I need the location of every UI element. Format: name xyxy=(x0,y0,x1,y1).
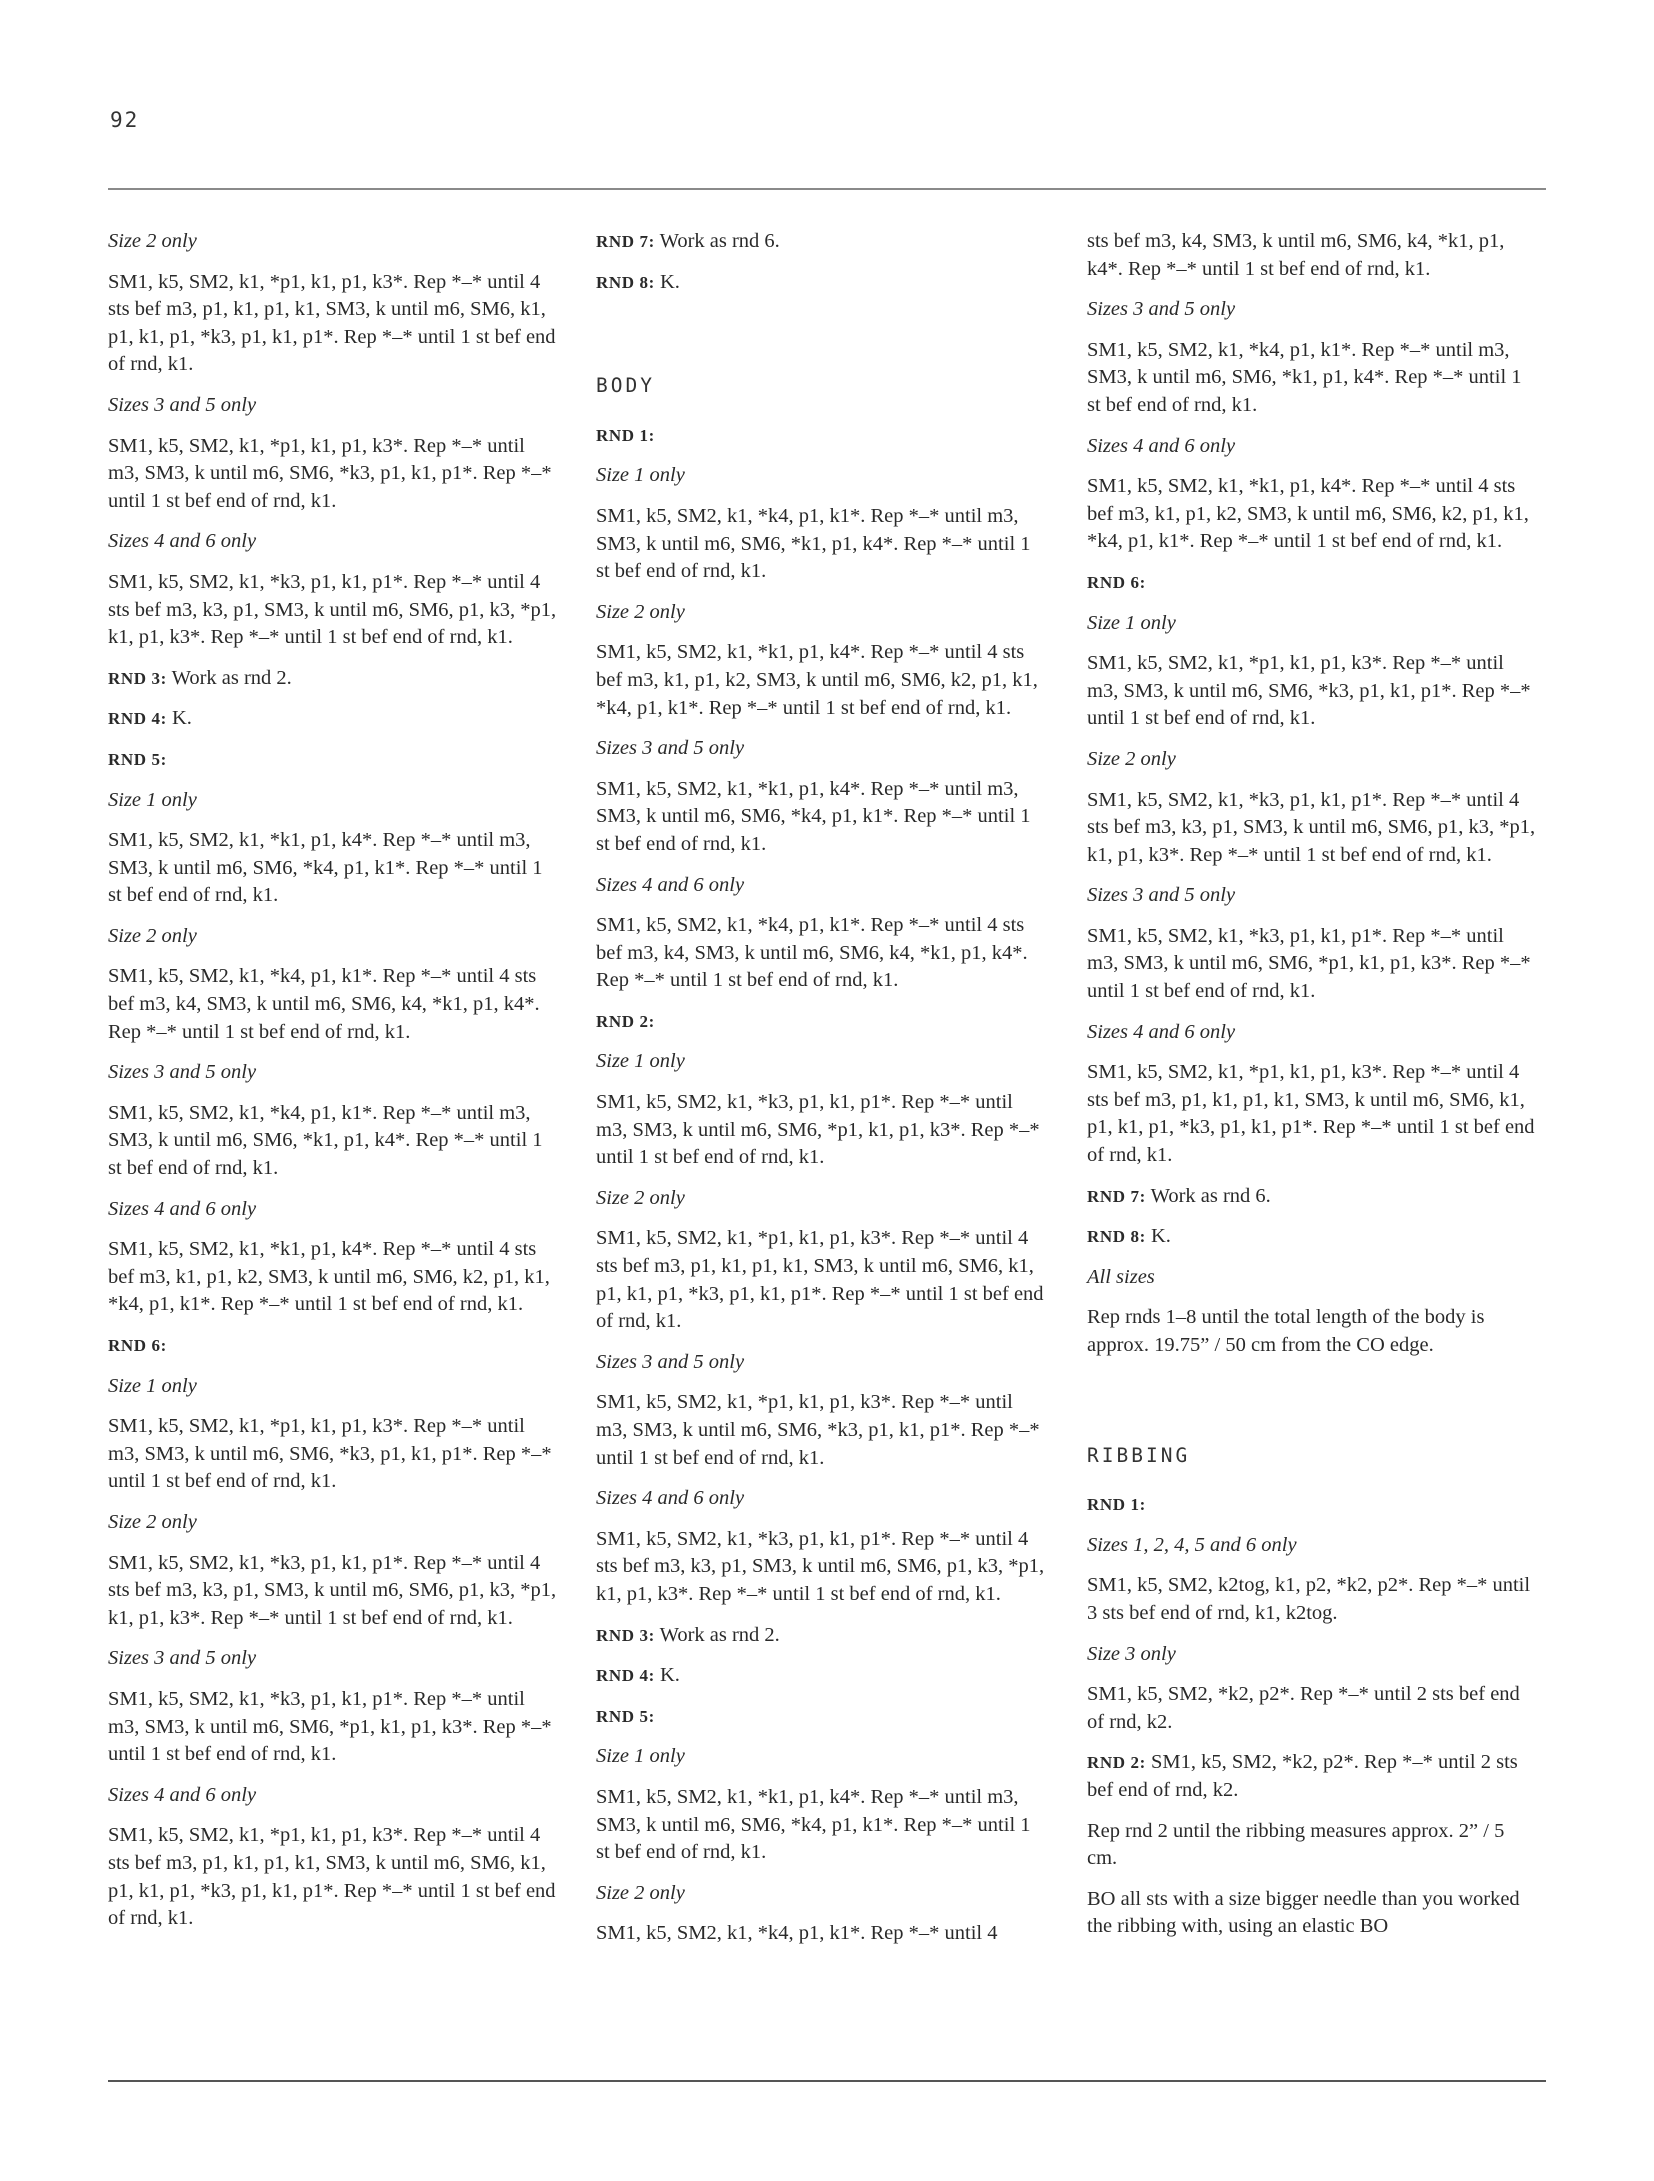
instruction-paragraph: SM1, k5, SM2, k1, *p1, k1, p1, k3*. Rep *–* until m3, SM3, k until m6, SM6, *k3, p1, k1, p1*. Rep *–* until 1 st bef end of rnd, k1. xyxy=(596,1391,1040,1469)
size-subheading: Sizes 4 and 6 only xyxy=(1087,1020,1236,1043)
round-label: RND 6: xyxy=(108,1336,167,1355)
instruction-paragraph: SM1, k5, SM2, k1, *k4, p1, k1*. Rep *–* until m3, SM3, k until m6, SM6, *k1, p1, k4*. Rep *–* until 1 st bef end of rnd, k1. xyxy=(1087,338,1522,416)
round-text: Work as rnd 2. xyxy=(659,1623,780,1646)
instruction-paragraph: SM1, k5, SM2, k1, *k4, p1, k1*. Rep *–* until 4 sts bef m3, k4, SM3, k until m6, SM6, k4, *k1, p1, k4*. Rep *–* until 1 st bef end of rnd, k1. xyxy=(108,965,540,1043)
round-text: SM1, k5, SM2, *k2, p2*. Rep *–* until 2 sts bef end of rnd, k2. xyxy=(1087,1751,1518,1801)
round-label: RND 7: xyxy=(1087,1186,1146,1206)
round-label: RND 3: xyxy=(596,1625,655,1645)
round-label: RND 4: xyxy=(108,709,167,729)
instruction-paragraph: SM1, k5, SM2, k1, *k4, p1, k1*. Rep *–* until m3, SM3, k until m6, SM6, *k1, p1, k4*. Rep *–* until 1 st bef end of rnd, k1. xyxy=(108,1101,543,1180)
size-subheading: Sizes 3 and 5 only xyxy=(1087,884,1236,907)
size-subheading: Sizes 3 and 5 only xyxy=(108,1061,257,1084)
instruction-paragraph: Rep rnd 2 until the ribbing measures approx. 2” / 5 cm. xyxy=(1087,1819,1505,1870)
size-subheading: Size 1 only xyxy=(596,1745,685,1768)
instruction-paragraph: SM1, k5, SM2, k1, *k3, p1, k1, p1*. Rep *–* until 4 sts bef m3, k3, p1, SM3, k until m6, SM6, p1, k3, *p1, k1, p1, k3*. Rep *–* until 1 st bef end of rnd, k1. xyxy=(596,1527,1045,1605)
footer-divider xyxy=(108,2080,1546,2082)
instruction-paragraph: SM1, k5, SM2, k1, *k1, p1, k4*. Rep *–* until m3, SM3, k until m6, SM6, *k4, p1, k1*. Rep *–* until 1 st bef end of rnd, k1. xyxy=(596,1785,1031,1864)
instruction-paragraph: SM1, k5, SM2, k1, *k1, p1, k4*. Rep *–* until m3, SM3, k until m6, SM6, *k4, p1, k1*. Rep *–* until 1 st bef end of rnd, k1. xyxy=(108,829,543,907)
section-heading: RIBBING xyxy=(1087,1443,1191,1467)
round-text: K. xyxy=(659,270,680,293)
round-label: RND 4: xyxy=(596,1666,655,1686)
round-instruction xyxy=(596,228,1048,256)
page-number: 92 xyxy=(110,108,140,132)
instruction-paragraph: SM1, k5, SM2, k1, *p1, k1, p1, k3*. Rep *–* until m3, SM3, k until m6, SM6, *k3, p1, k1, p1*. Rep *–* until 1 st bef end of rnd, k1. xyxy=(108,434,552,512)
size-subheading: Size 2 only xyxy=(108,924,197,947)
round-label: RND 1: xyxy=(596,425,655,445)
round-instruction xyxy=(596,1662,1048,1690)
size-subheading: Sizes 3 and 5 only xyxy=(1087,298,1236,321)
round-label: RND 7: xyxy=(596,232,655,251)
round-instruction xyxy=(596,1622,1048,1650)
instruction-paragraph: SM1, k5, SM2, k1, *k3, p1, k1, p1*. Rep *–* until 4 sts bef m3, k3, p1, SM3, k until m6, SM6, p1, k3, *p1, k1, p1, k3*. Rep *–* until 1 st bef end of rnd, k1. xyxy=(1087,788,1536,866)
size-subheading: All sizes xyxy=(1087,1265,1155,1288)
round-instruction xyxy=(1087,1491,1539,1519)
size-subheading: Sizes 4 and 6 only xyxy=(108,1197,257,1220)
size-subheading: Size 1 only xyxy=(596,464,685,487)
size-subheading: Size 3 only xyxy=(1087,1642,1176,1665)
size-subheading: Sizes 3 and 5 only xyxy=(596,1350,745,1373)
instruction-paragraph: SM1, k5, SM2, k1, *k3, p1, k1, p1*. Rep *–* until 4 sts bef m3, k3, p1, SM3, k until m6, SM6, p1, k3, *p1, k1, p1, k3*. Rep *–* until 1 st bef end of rnd, k1. xyxy=(108,570,557,649)
instruction-paragraph: BO all sts with a size bigger needle than you worked the ribbing with, using an elastic BO xyxy=(1087,1887,1520,1938)
round-label: RND 2: xyxy=(1087,1753,1146,1773)
round-instruction xyxy=(596,422,1048,450)
instruction-paragraph: Rep rnds 1–8 until the total length of the body is approx. 19.75” / 50 cm from the CO edge. xyxy=(1087,1306,1485,1356)
instruction-paragraph: SM1, k5, SM2, k1, *k3, p1, k1, p1*. Rep *–* until m3, SM3, k until m6, SM6, *p1, k1, p1, k3*. Rep *–* until 1 st bef end of rnd, k1. xyxy=(108,1687,552,1766)
instruction-paragraph: SM1, k5, SM2, k1, *k3, p1, k1, p1*. Rep *–* until m3, SM3, k until m6, SM6, *p1, k1, p1, k3*. Rep *–* until 1 st bef end of rnd, k1. xyxy=(596,1091,1040,1169)
size-subheading: Size 1 only xyxy=(1087,611,1176,634)
round-text: K. xyxy=(171,707,192,730)
round-instruction xyxy=(108,705,560,733)
round-text: K. xyxy=(1150,1225,1171,1248)
size-subheading: Size 2 only xyxy=(108,1510,197,1533)
column-1 xyxy=(108,228,560,1946)
round-label: RND 6: xyxy=(1087,572,1146,592)
instruction-paragraph: SM1, k5, SM2, k1, *k3, p1, k1, p1*. Rep *–* until m3, SM3, k until m6, SM6, *p1, k1, p1, k3*. Rep *–* until 1 st bef end of rnd, k1. xyxy=(1087,924,1531,1003)
instruction-paragraph: SM1, k5, SM2, k1, *p1, k1, p1, k3*. Rep *–* until m3, SM3, k until m6, SM6, *k3, p1, k1, p1*. Rep *–* until 1 st bef end of rnd, k1. xyxy=(1087,652,1531,730)
instruction-paragraph: SM1, k5, SM2, k1, *p1, k1, p1, k3*. Rep *–* until m3, SM3, k until m6, SM6, *k3, p1, k1, p1*. Rep *–* until 1 st bef end of rnd, k1. xyxy=(108,1415,552,1493)
size-subheading: Sizes 3 and 5 only xyxy=(108,393,257,416)
round-text: K. xyxy=(659,1664,680,1687)
round-label: RND 5: xyxy=(596,1706,655,1726)
round-instruction xyxy=(596,1703,1048,1731)
round-instruction xyxy=(596,1008,1048,1036)
size-subheading: Size 1 only xyxy=(108,1374,197,1397)
size-subheading: Sizes 4 and 6 only xyxy=(108,1783,257,1806)
instruction-paragraph: sts bef m3, k4, SM3, k until m6, SM6, k4, *k1, p1, k4*. Rep *–* until 1 st bef end of rnd, k1. xyxy=(1087,230,1505,280)
size-subheading: Size 2 only xyxy=(108,230,197,252)
size-subheading: Size 1 only xyxy=(596,1050,685,1073)
size-subheading: Sizes 4 and 6 only xyxy=(108,530,257,553)
header-divider xyxy=(108,188,1546,190)
instruction-paragraph: SM1, k5, SM2, k1, *k1, p1, k4*. Rep *–* until 4 sts bef m3, k1, p1, k2, SM3, k until m6, SM6, k2, p1, k1, *k4, p1, k1*. Rep *–* until 1 st bef end of rnd, k1. xyxy=(596,641,1038,719)
round-text: Work as rnd 6. xyxy=(659,230,780,252)
instruction-paragraph: SM1, k5, SM2, k1, *p1, k1, p1, k3*. Rep *–* until 4 sts bef m3, p1, k1, p1, k1, SM3, k until m6, SM6, k1, p1, k1, p1, *k3, p1, k1, p1*. Rep *–* until 1 st bef end of rnd, k1. xyxy=(108,270,556,376)
instruction-paragraph: SM1, k5, SM2, k1, *k4, p1, k1*. Rep *–* until 4 xyxy=(596,1922,998,1945)
instruction-paragraph: SM1, k5, SM2, k2tog, k1, p2, *k2, p2*. Rep *–* until 3 sts bef end of rnd, k1, k2tog. xyxy=(1087,1574,1531,1624)
size-subheading: Size 1 only xyxy=(108,788,197,811)
round-instruction xyxy=(108,665,560,693)
round-label: RND 2: xyxy=(596,1011,655,1031)
round-label: RND 1: xyxy=(1087,1495,1146,1515)
round-text: Work as rnd 6. xyxy=(1150,1184,1271,1207)
size-subheading: Sizes 3 and 5 only xyxy=(108,1647,257,1670)
round-label: RND 3: xyxy=(108,668,167,688)
round-instruction xyxy=(1087,569,1539,597)
column-3 xyxy=(1087,228,1539,1954)
round-instruction xyxy=(596,269,1048,297)
round-label: RND 5: xyxy=(108,749,167,769)
section-heading: BODY xyxy=(596,374,655,398)
size-subheading: Sizes 1, 2, 4, 5 and 6 only xyxy=(1087,1533,1297,1556)
instruction-paragraph: SM1, k5, SM2, *k2, p2*. Rep *–* until 2 sts bef end of rnd, k2. xyxy=(1087,1683,1520,1733)
column-2 xyxy=(596,228,1048,1961)
instruction-paragraph: SM1, k5, SM2, k1, *k1, p1, k4*. Rep *–* until 4 sts bef m3, k1, p1, k2, SM3, k until m6, SM6, k2, p1, k1, *k4, p1, k1*. Rep *–* until 1 st bef end of rnd, k1. xyxy=(1087,475,1529,553)
round-instruction xyxy=(1087,1183,1539,1211)
size-subheading: Size 2 only xyxy=(1087,747,1176,770)
round-instruction xyxy=(108,1332,560,1360)
instruction-paragraph: SM1, k5, SM2, k1, *p1, k1, p1, k3*. Rep *–* until 4 sts bef m3, p1, k1, p1, k1, SM3, k until m6, SM6, k1, p1, k1, p1, *k3, p1, k1, p1*. Rep *–* until 1 st bef end of rnd, k1. xyxy=(1087,1061,1535,1167)
size-subheading: Sizes 3 and 5 only xyxy=(596,737,745,760)
instruction-paragraph: SM1, k5, SM2, k1, *k3, p1, k1, p1*. Rep *–* until 4 sts bef m3, k3, p1, SM3, k until m6, SM6, p1, k3, *p1, k1, p1, k3*. Rep *–* until 1 st bef end of rnd, k1. xyxy=(108,1551,557,1629)
round-instruction xyxy=(108,746,560,774)
instruction-paragraph: SM1, k5, SM2, k1, *p1, k1, p1, k3*. Rep *–* until 4 sts bef m3, p1, k1, p1, k1, SM3, k until m6, SM6, k1, p1, k1, p1, *k3, p1, k1, p1*. Rep *–* until 1 st bef end of rnd, k1. xyxy=(108,1824,556,1930)
instruction-paragraph: SM1, k5, SM2, k1, *k4, p1, k1*. Rep *–* until 4 sts bef m3, k4, SM3, k until m6, SM6, k4, *k1, p1, k4*. Rep *–* until 1 st bef end of rnd, k1. xyxy=(596,914,1028,992)
size-subheading: Size 2 only xyxy=(596,600,685,623)
round-text: Work as rnd 2. xyxy=(171,666,292,689)
round-label: RND 8: xyxy=(1087,1227,1146,1247)
round-label: RND 8: xyxy=(596,272,655,292)
instruction-paragraph: SM1, k5, SM2, k1, *k1, p1, k4*. Rep *–* until 4 sts bef m3, k1, p1, k2, SM3, k until m6, SM6, k2, p1, k1, *k4, p1, k1*. Rep *–* until 1 st bef end of rnd, k1. xyxy=(108,1238,550,1316)
instruction-paragraph: SM1, k5, SM2, k1, *k1, p1, k4*. Rep *–* until m3, SM3, k until m6, SM6, *k4, p1, k1*. Rep *–* until 1 st bef end of rnd, k1. xyxy=(596,777,1031,855)
size-subheading: Size 2 only xyxy=(596,1186,685,1209)
size-subheading: Sizes 4 and 6 only xyxy=(596,873,745,896)
instruction-paragraph: SM1, k5, SM2, k1, *k4, p1, k1*. Rep *–* until m3, SM3, k until m6, SM6, *k1, p1, k4*. Rep *–* until 1 st bef end of rnd, k1. xyxy=(596,504,1031,583)
size-subheading: Sizes 4 and 6 only xyxy=(1087,434,1236,457)
size-subheading: Sizes 4 and 6 only xyxy=(596,1487,745,1510)
round-instruction xyxy=(1087,1749,1539,1804)
round-instruction xyxy=(1087,1223,1539,1251)
size-subheading: Size 2 only xyxy=(596,1881,685,1904)
instruction-paragraph: SM1, k5, SM2, k1, *p1, k1, p1, k3*. Rep *–* until 4 sts bef m3, p1, k1, p1, k1, SM3, k until m6, SM6, k1, p1, k1, p1, *k3, p1, k1, p1*. Rep *–* until 1 st bef end of rnd, k1. xyxy=(596,1227,1044,1333)
